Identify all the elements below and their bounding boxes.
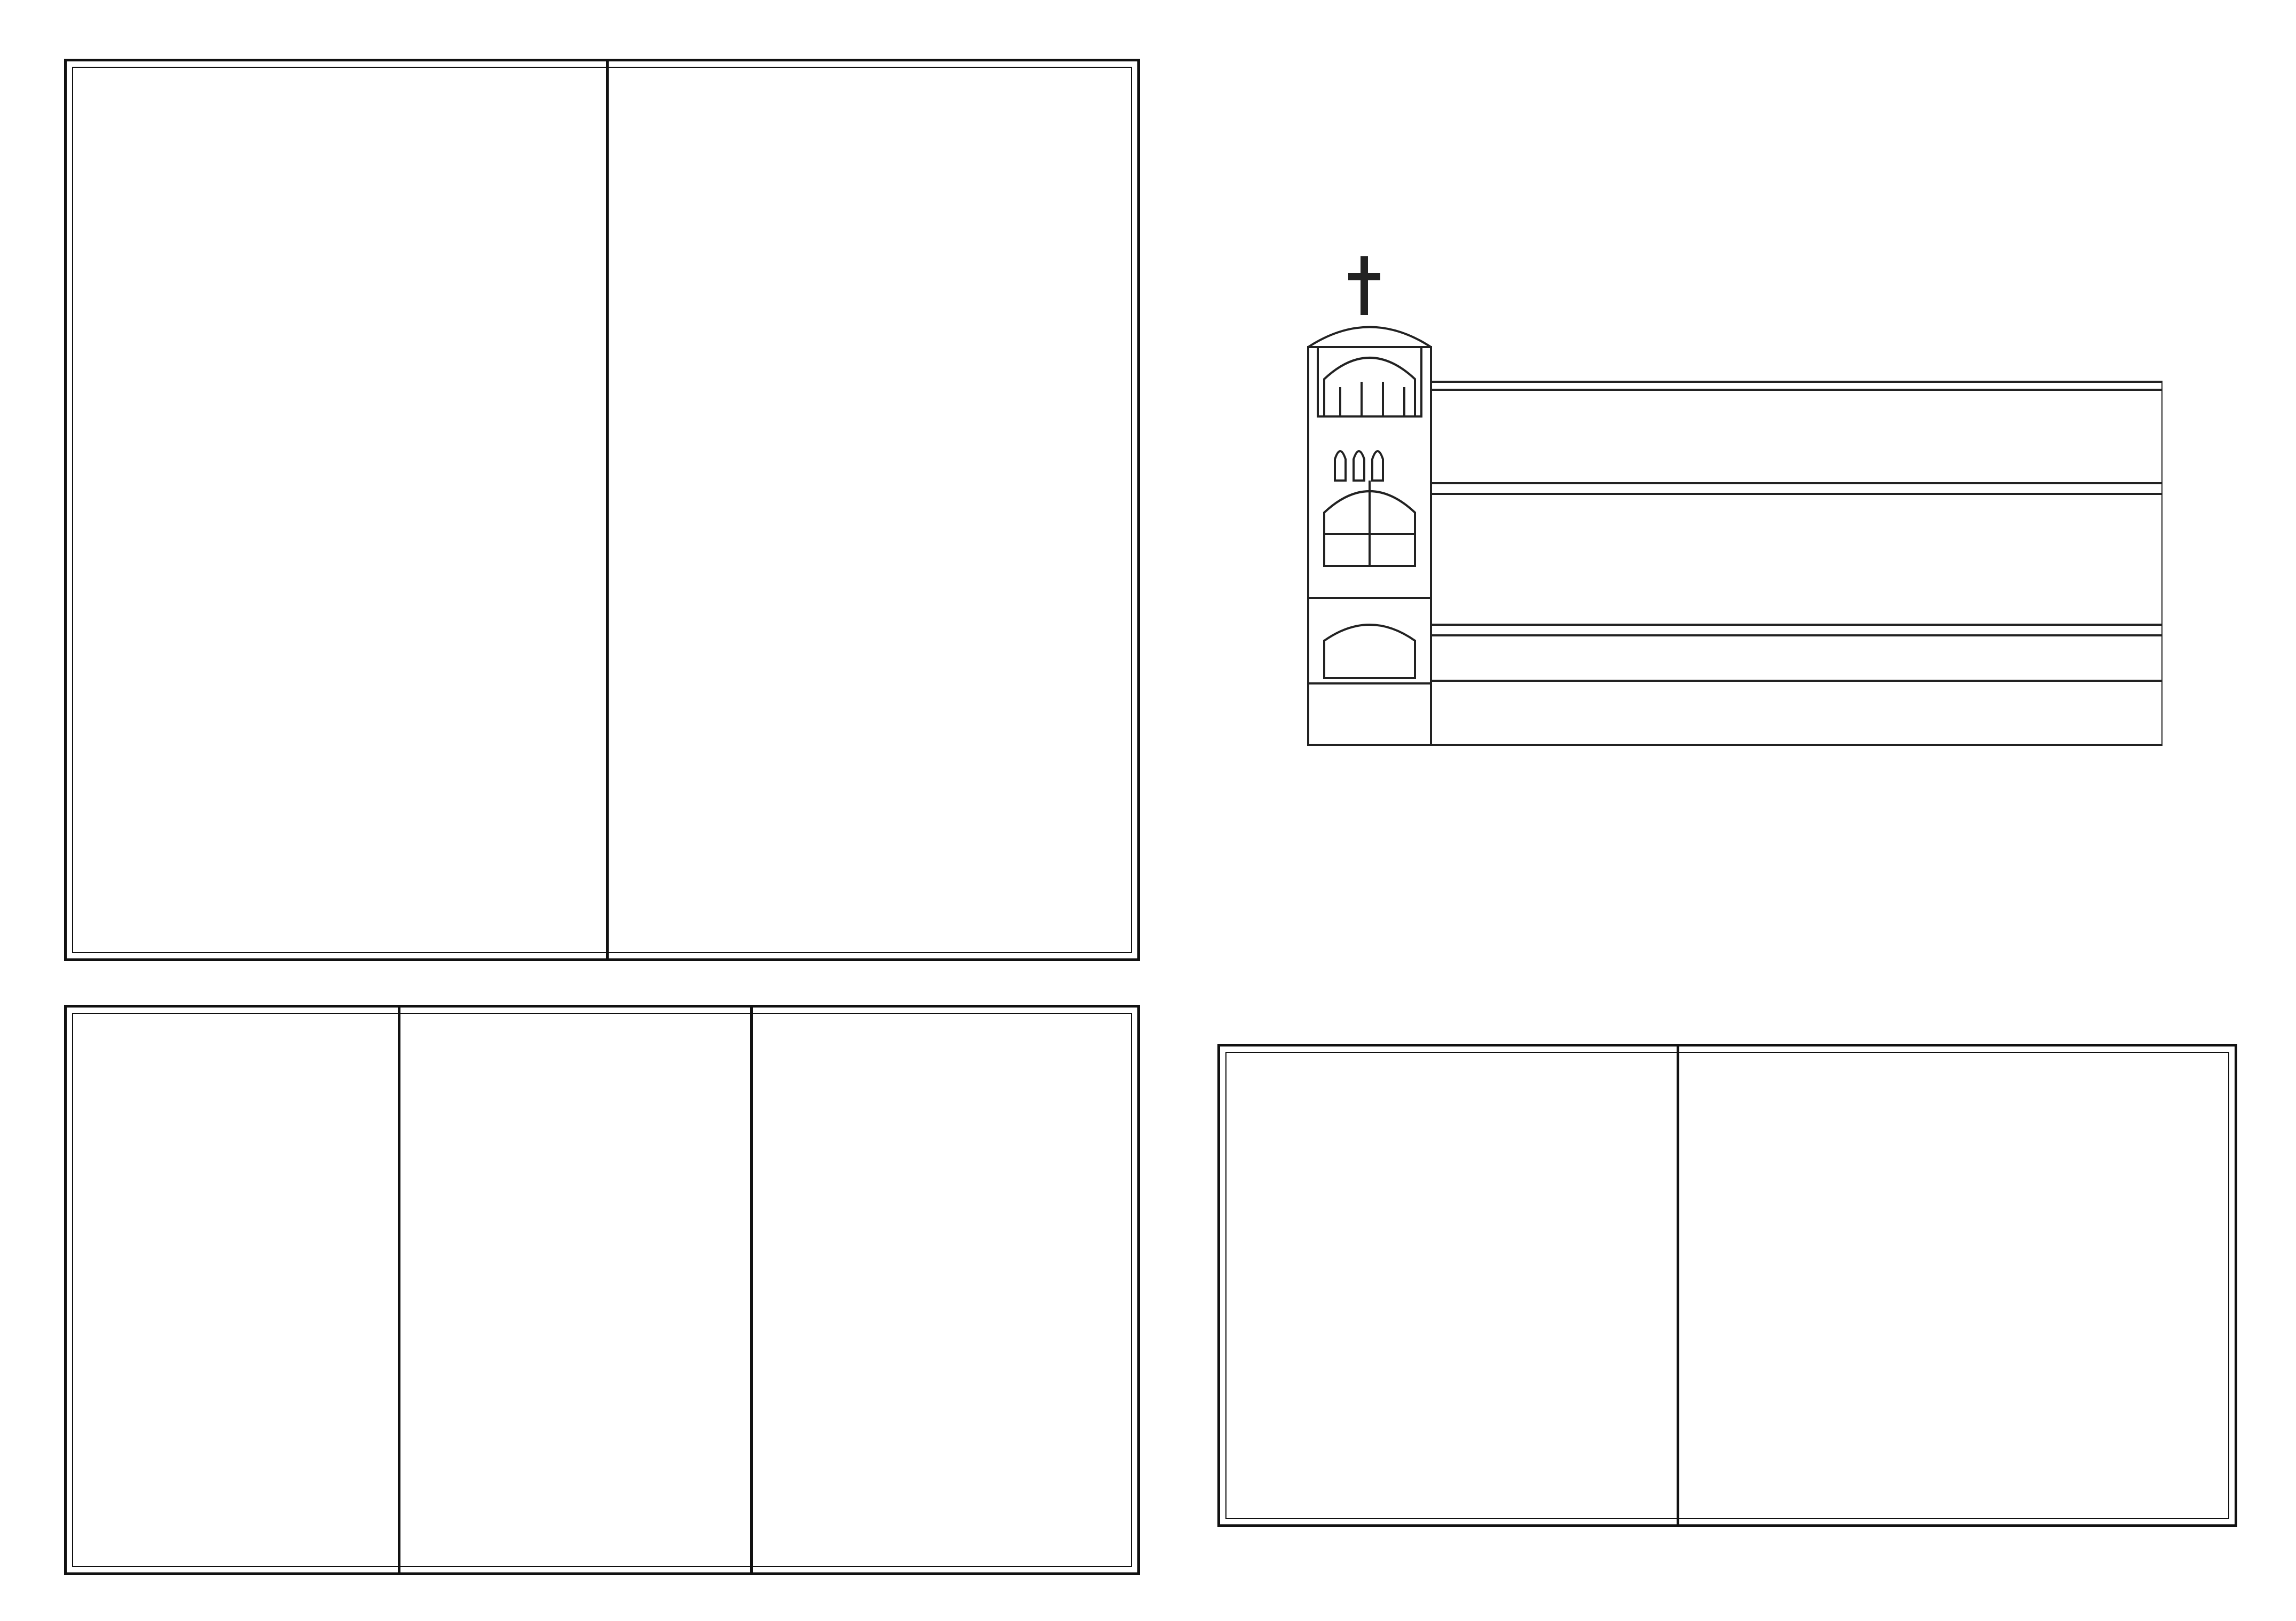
finance-divider-2: [750, 1008, 753, 1572]
qr-code: [2090, 1057, 2213, 1180]
schedule-info-box: [1217, 1044, 2237, 1527]
announcements-box: [64, 59, 1140, 961]
announcements-divider: [606, 61, 609, 958]
finance-box: [64, 1005, 1140, 1575]
schedule-divider: [1677, 1046, 1679, 1524]
finance-divider-1: [398, 1008, 400, 1572]
church-building-illustration: [1303, 256, 2163, 753]
